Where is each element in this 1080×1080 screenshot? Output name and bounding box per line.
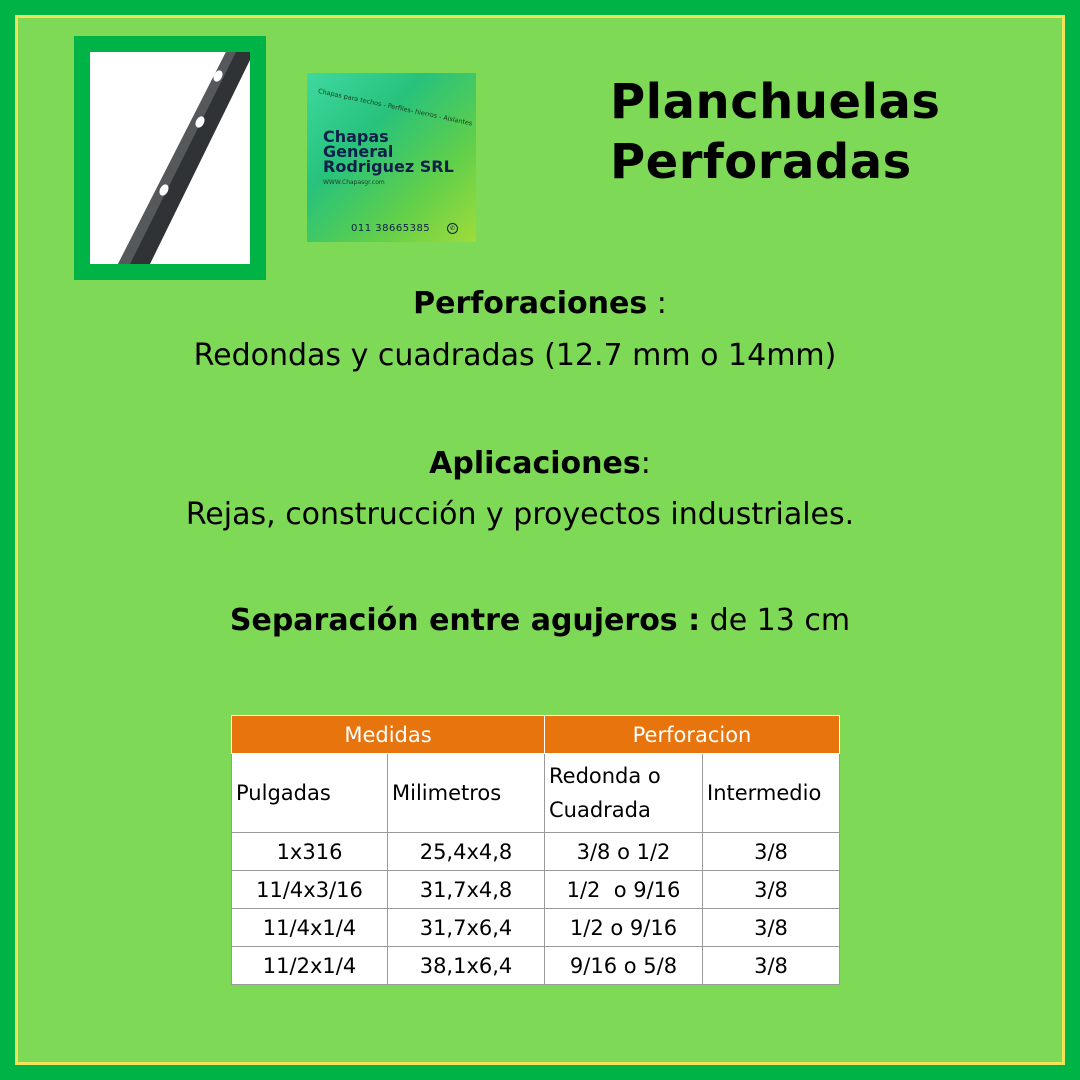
cell-redonda: 3/8 o 1/2: [545, 833, 703, 871]
header-perforacion: Perforacion: [545, 716, 840, 754]
cell-redonda: 9/16 o 5/8: [545, 947, 703, 985]
col-redonda-line-1: Redonda o: [549, 764, 661, 788]
logo-phone: 011 38665385: [351, 223, 431, 234]
logo-tagline: Chapas para techos - Perfiles- hierros - Aislantes: [317, 87, 474, 128]
table-column-header-row: [232, 754, 840, 833]
cell-redonda: 1/2 o 9/16: [545, 909, 703, 947]
cell-pulgadas: 11/4x1/4: [232, 909, 388, 947]
cell-redonda: 1/2 o 9/16: [545, 871, 703, 909]
col-redonda-line-2: Cuadrada: [549, 798, 651, 822]
perforated-flat-bar-image: [90, 52, 250, 264]
product-photo-frame: [74, 36, 266, 280]
cell-milimetros: 31,7x6,4: [388, 909, 545, 947]
title-line-1: Planchuelas: [610, 74, 941, 130]
perforaciones-value: Redondas y cuadradas (12.7 mm o 14mm): [193, 338, 837, 373]
bar-edge: [118, 52, 236, 264]
separacion-line: [0, 603, 1080, 638]
header-medidas: Medidas: [232, 716, 545, 754]
table-row: [232, 947, 840, 985]
cell-milimetros: 31,7x4,8: [388, 871, 545, 909]
perforaciones-sep: :: [647, 286, 667, 321]
logo-website: WWW.Chapasgr.com: [323, 179, 385, 186]
page-title: [610, 72, 1010, 192]
cell-milimetros: 25,4x4,8: [388, 833, 545, 871]
logo-company-name: [323, 129, 454, 174]
cell-intermedio: 3/8: [703, 833, 840, 871]
table-row: [232, 909, 840, 947]
company-logo: [307, 73, 476, 242]
measurements-table: [231, 715, 840, 985]
cell-pulgadas: 1x316: [232, 833, 388, 871]
table-row: [232, 833, 840, 871]
perforaciones-heading: [0, 286, 1080, 321]
aplicaciones-value: Rejas, construcción y proyectos industriales.: [185, 497, 855, 532]
cell-pulgadas: 11/4x3/16: [232, 871, 388, 909]
col-milimetros: Milimetros: [388, 754, 545, 833]
whatsapp-icon: ✆: [447, 223, 458, 234]
aplicaciones-sep: :: [640, 446, 651, 481]
logo-name-line-1: Chapas: [323, 127, 389, 146]
cell-intermedio: 3/8: [703, 947, 840, 985]
table-group-header-row: [232, 716, 840, 754]
separacion-label: Separación entre agujeros :: [229, 603, 701, 638]
separacion-value: de 13 cm: [700, 603, 851, 638]
perforaciones-label: Perforaciones: [413, 286, 648, 321]
aplicaciones-label: Aplicaciones: [429, 446, 641, 481]
logo-name-line-3: Rodriguez SRL: [323, 157, 454, 176]
col-pulgadas: Pulgadas: [232, 754, 388, 833]
logo-name-line-2: General: [323, 142, 394, 161]
cell-intermedio: 3/8: [703, 909, 840, 947]
title-line-2: Perforadas: [610, 134, 912, 190]
col-redonda-cuadrada: [545, 754, 703, 833]
aplicaciones-heading: [0, 446, 1080, 481]
flat-bar-graphic: [90, 52, 250, 264]
table-row: [232, 871, 840, 909]
cell-intermedio: 3/8: [703, 871, 840, 909]
cell-pulgadas: 11/2x1/4: [232, 947, 388, 985]
cell-milimetros: 38,1x6,4: [388, 947, 545, 985]
col-intermedio: Intermedio: [703, 754, 840, 833]
